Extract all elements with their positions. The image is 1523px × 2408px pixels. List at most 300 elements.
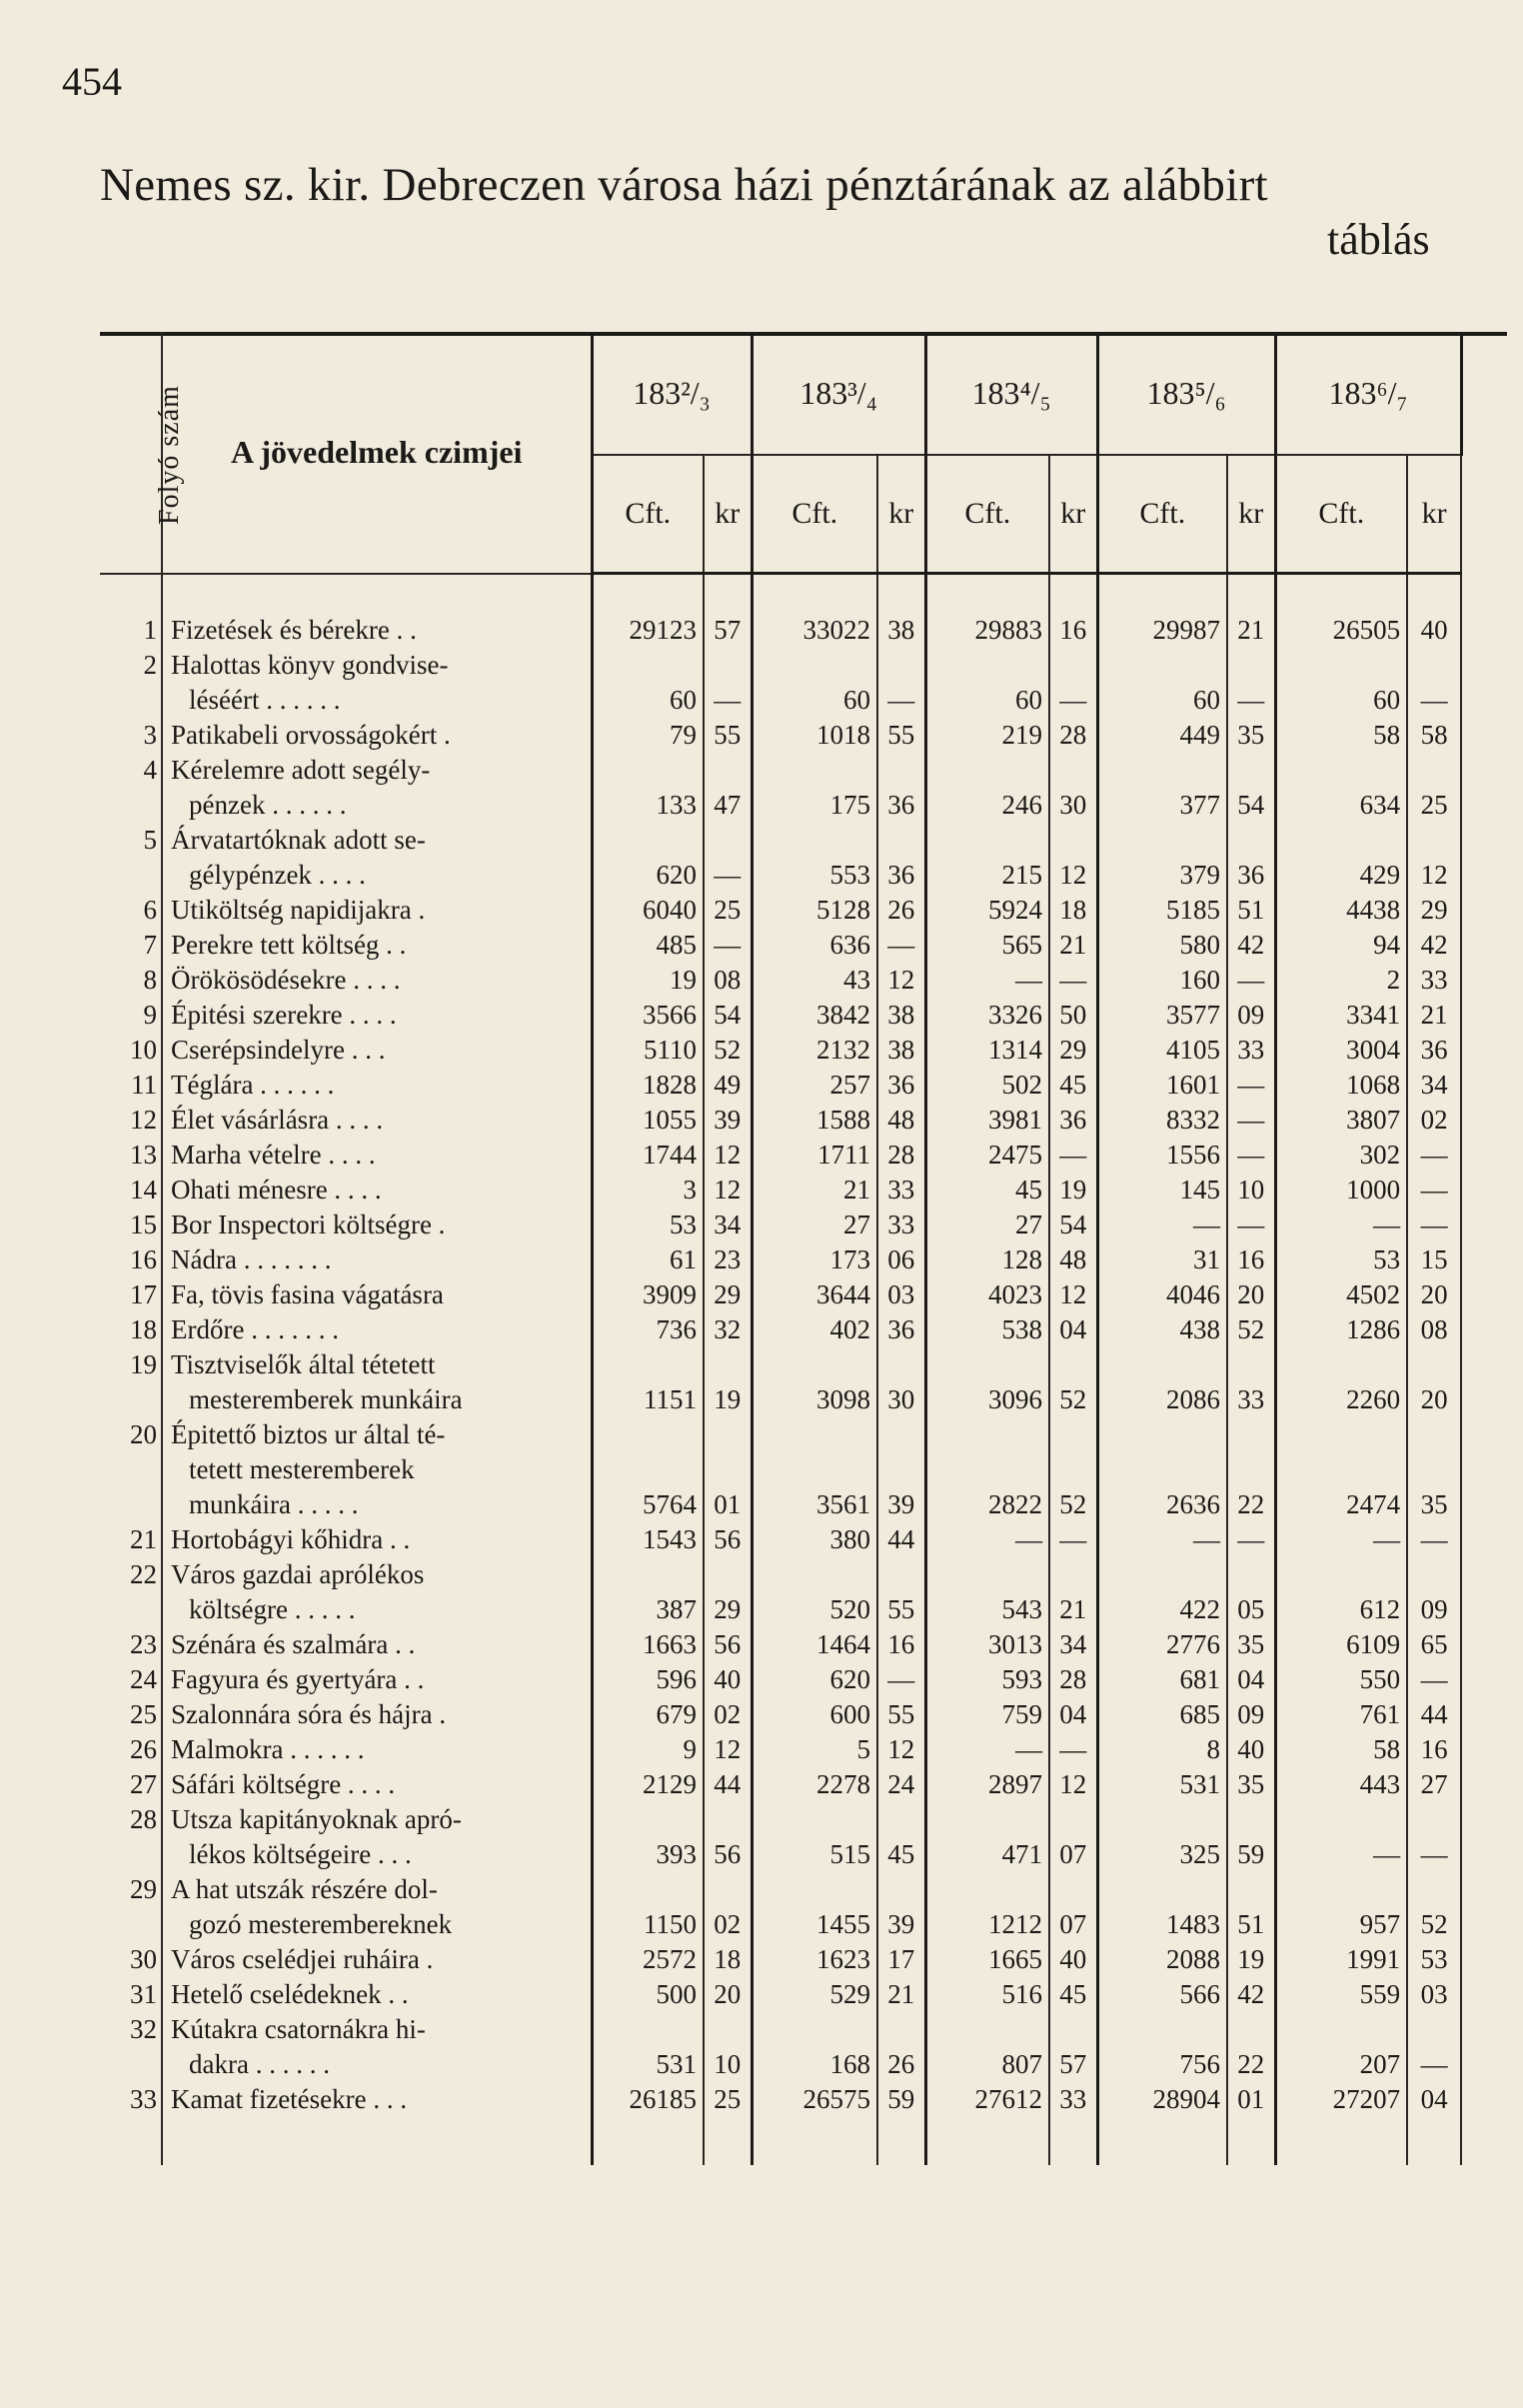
kr-value: — [1049, 1732, 1097, 1767]
cft-value: 4046 [1097, 1277, 1227, 1312]
cft-value: 449 [1097, 718, 1227, 753]
cft-value: 2572 [592, 1942, 704, 1977]
kr-value: 16 [1049, 574, 1097, 649]
kr-value: — [1407, 648, 1461, 718]
cft-value: 5924 [925, 893, 1049, 928]
table-row [100, 1103, 1461, 1138]
table-row [100, 574, 1461, 649]
cft-value: 553 [752, 823, 877, 893]
cft-value: 2129 [592, 1767, 704, 1802]
cft-value: 3326 [925, 998, 1049, 1033]
kr-value: 59 [1227, 1802, 1275, 1872]
kr-value: 52 [1049, 1417, 1097, 1522]
income-title-line: Kamat fizetésekre . . . [171, 2084, 408, 2114]
kr-value: 04 [1049, 1312, 1097, 1347]
cft-value: 1483 [1097, 1872, 1227, 1942]
cft-value: 1588 [752, 1103, 877, 1138]
income-title-line: mesteremberek munkáira [189, 1384, 463, 1414]
cft-value: 1314 [925, 1033, 1049, 1068]
cft-value: 27 [752, 1207, 877, 1242]
table-row [100, 1977, 1461, 2012]
table-row [100, 1802, 1461, 1872]
kr-value: 35 [1227, 1767, 1275, 1802]
row-number: 24 [100, 1662, 162, 1697]
kr-value: 28 [877, 1138, 925, 1173]
row-number: 19 [100, 1347, 162, 1417]
kr-value: 44 [877, 1522, 925, 1557]
kr-value: — [877, 648, 925, 718]
row-number: 2 [100, 648, 162, 718]
row-number: 23 [100, 1627, 162, 1662]
cft-value: 2086 [1097, 1347, 1227, 1417]
kr-value: 29 [1049, 1033, 1097, 1068]
income-title-cell [162, 1522, 592, 1557]
cft-value: 1556 [1097, 1138, 1227, 1173]
year-header: 183⁴/₅ [925, 332, 1097, 455]
cft-value: 3 [592, 1173, 704, 1207]
page-subtitle: táblás [1327, 215, 1430, 264]
table-row [100, 2012, 1461, 2082]
kr-value: 03 [877, 1277, 925, 1312]
income-title-cell [162, 1417, 592, 1522]
kr-value: 19 [704, 1347, 752, 1417]
cft-value: — [925, 963, 1049, 998]
cft-value: 58 [1275, 1732, 1407, 1767]
kr-value: 44 [1407, 1697, 1461, 1732]
table-row [100, 1312, 1461, 1347]
cft-value: 1665 [925, 1942, 1049, 1977]
kr-value: 47 [704, 753, 752, 823]
cft-value: 2260 [1275, 1347, 1407, 1417]
year-header: 183²/₃ [592, 332, 752, 455]
cft-value: 3098 [752, 1347, 877, 1417]
cft-value: 60 [1275, 648, 1407, 718]
row-number: 27 [100, 1767, 162, 1802]
cft-value: 61 [592, 1242, 704, 1277]
cft-value: 636 [752, 928, 877, 963]
row-number: 7 [100, 928, 162, 963]
income-title-line: A hat utszák részére dol- [171, 1874, 438, 1904]
kr-value: 16 [1407, 1732, 1461, 1767]
cft-value: 4023 [925, 1277, 1049, 1312]
kr-value: 34 [1049, 1627, 1097, 1662]
row-number: 5 [100, 823, 162, 893]
row-number: 20 [100, 1417, 162, 1522]
income-title-cell [162, 1103, 592, 1138]
income-title-line: Malmokra . . . . . . [171, 1734, 365, 1764]
income-title-cell [162, 574, 592, 649]
income-title-cell [162, 1068, 592, 1103]
kr-value: 26 [877, 893, 925, 928]
cft-value: 128 [925, 1242, 1049, 1277]
cft-value: 515 [752, 1802, 877, 1872]
kr-value: 04 [1407, 2082, 1461, 2165]
cft-value: — [925, 1522, 1049, 1557]
income-title-cell [162, 1033, 592, 1068]
cft-value: 6109 [1275, 1627, 1407, 1662]
income-title-cell [162, 1697, 592, 1732]
year-header: 183³/₄ [752, 332, 925, 455]
income-title-cell [162, 823, 592, 893]
row-number: 9 [100, 998, 162, 1033]
cft-value: — [1275, 1802, 1407, 1872]
income-title-cell [162, 963, 592, 998]
kr-value: 02 [704, 1872, 752, 1942]
row-number: 17 [100, 1277, 162, 1312]
cft-value: 1000 [1275, 1173, 1407, 1207]
income-title-line: Tisztviselők által tétetett [171, 1349, 436, 1379]
row-number: 15 [100, 1207, 162, 1242]
cft-value: 1711 [752, 1138, 877, 1173]
kr-value: 27 [1407, 1767, 1461, 1802]
kr-value: 16 [1227, 1242, 1275, 1277]
kr-value: 05 [1227, 1557, 1275, 1627]
cft-value: 53 [1275, 1242, 1407, 1277]
cft-value: 620 [592, 823, 704, 893]
income-title-cell [162, 753, 592, 823]
table-row [100, 893, 1461, 928]
cft-value: 756 [1097, 2012, 1227, 2082]
kr-value: — [1407, 1522, 1461, 1557]
cft-value: 3577 [1097, 998, 1227, 1033]
row-number: 22 [100, 1557, 162, 1627]
table-row [100, 1138, 1461, 1173]
kr-value: 22 [1227, 1417, 1275, 1522]
kr-value: 06 [877, 1242, 925, 1277]
cft-value: 736 [592, 1312, 704, 1347]
income-title-line: Árvatartóknak adott se- [171, 825, 426, 855]
kr-value: — [1227, 1103, 1275, 1138]
cft-value: 173 [752, 1242, 877, 1277]
table-row [100, 1627, 1461, 1662]
income-title-line: Kérelemre adott segély- [171, 755, 431, 785]
income-title-line: költségre . . . . . [189, 1594, 356, 1624]
cft-value: 28904 [1097, 2082, 1227, 2165]
income-title-cell [162, 1173, 592, 1207]
table-row [100, 1417, 1461, 1522]
cft-value: 1991 [1275, 1942, 1407, 1977]
table-row [100, 753, 1461, 823]
kr-value: 29 [704, 1277, 752, 1312]
cft-value: 3341 [1275, 998, 1407, 1033]
income-title-line: gélypénzek . . . . [189, 860, 366, 890]
kr-value: 20 [1227, 1277, 1275, 1312]
row-number: 4 [100, 753, 162, 823]
cft-value: 387 [592, 1557, 704, 1627]
income-title-line: Épitettő biztos ur által té- [171, 1419, 446, 1449]
row-number: 16 [100, 1242, 162, 1277]
income-title-line: Erdőre . . . . . . . [171, 1314, 339, 1344]
cft-value: 3981 [925, 1103, 1049, 1138]
cft-value: 5110 [592, 1033, 704, 1068]
kr-header: kr [1407, 455, 1461, 574]
cft-value: 246 [925, 753, 1049, 823]
cft-header: Cft. [1275, 455, 1407, 574]
kr-value: 39 [877, 1872, 925, 1942]
cft-value: 2132 [752, 1033, 877, 1068]
kr-value: — [704, 823, 752, 893]
kr-value: 55 [877, 1697, 925, 1732]
cft-value: 8 [1097, 1732, 1227, 1767]
cft-value: 27 [925, 1207, 1049, 1242]
kr-value: 18 [1049, 893, 1097, 928]
income-title-cell [162, 1802, 592, 1872]
kr-value: 12 [1049, 823, 1097, 893]
cft-value: — [1097, 1522, 1227, 1557]
row-number: 10 [100, 1033, 162, 1068]
table-row [100, 1662, 1461, 1697]
table-row [100, 1207, 1461, 1242]
kr-value: 54 [1049, 1207, 1097, 1242]
income-title-cell [162, 1242, 592, 1277]
cft-value: 3566 [592, 998, 704, 1033]
kr-value: 33 [1227, 1347, 1275, 1417]
kr-value: 44 [704, 1767, 752, 1802]
cft-value: 422 [1097, 1557, 1227, 1627]
cft-value: 60 [925, 648, 1049, 718]
kr-value: 57 [704, 574, 752, 649]
table-row [100, 1872, 1461, 1942]
cft-value: 94 [1275, 928, 1407, 963]
cft-value: 1543 [592, 1522, 704, 1557]
cft-value: 485 [592, 928, 704, 963]
kr-value: 51 [1227, 1872, 1275, 1942]
kr-value: 45 [1049, 1977, 1097, 2012]
cft-value: 566 [1097, 1977, 1227, 2012]
cft-value: 60 [1097, 648, 1227, 718]
table-row [100, 1942, 1461, 1977]
income-title-line: Szénára és szalmára . . [171, 1629, 416, 1659]
income-title-line: Bor Inspectori költségre . [171, 1209, 446, 1239]
cft-value: 58 [1275, 718, 1407, 753]
cft-value: 681 [1097, 1662, 1227, 1697]
kr-value: 42 [1227, 1977, 1275, 2012]
income-title-line: Utiköltség napidijakra . [171, 895, 426, 925]
kr-value: 12 [1049, 1767, 1097, 1802]
cft-value: 1601 [1097, 1068, 1227, 1103]
cft-value: 3807 [1275, 1103, 1407, 1138]
income-title-cell [162, 928, 592, 963]
income-title-line: Nádra . . . . . . . [171, 1244, 332, 1274]
kr-value: 39 [877, 1417, 925, 1522]
cft-value: 3013 [925, 1627, 1049, 1662]
kr-value: 49 [704, 1068, 752, 1103]
kr-value: 12 [1407, 823, 1461, 893]
cft-value: 531 [592, 2012, 704, 2082]
cft-value: 1464 [752, 1627, 877, 1662]
income-title-cell [162, 1872, 592, 1942]
kr-value: 38 [877, 998, 925, 1033]
cft-value: 3004 [1275, 1033, 1407, 1068]
income-title-cell [162, 893, 592, 928]
row-number: 11 [100, 1068, 162, 1103]
kr-value: 33 [1407, 963, 1461, 998]
kr-value: 04 [1227, 1662, 1275, 1697]
cft-value: 807 [925, 2012, 1049, 2082]
kr-value: 04 [1049, 1697, 1097, 1732]
year-header-row [100, 332, 1461, 455]
kr-value: 12 [704, 1173, 752, 1207]
cft-value: 1151 [592, 1347, 704, 1417]
kr-value: 09 [1227, 998, 1275, 1033]
cft-value: 520 [752, 1557, 877, 1627]
cft-value: 538 [925, 1312, 1049, 1347]
kr-value: 56 [704, 1802, 752, 1872]
income-title-line: Örökösödésekre . . . . [171, 965, 401, 995]
cft-value: 5 [752, 1732, 877, 1767]
income-title-line: Fagyura és gyertyára . . [171, 1664, 425, 1694]
income-title-line: Halottas könyv gondvise- [171, 650, 449, 680]
page-number: 454 [62, 59, 122, 104]
row-number: 26 [100, 1732, 162, 1767]
table-row [100, 963, 1461, 998]
income-title-cell [162, 1347, 592, 1417]
kr-value: 34 [704, 1207, 752, 1242]
kr-value: 36 [877, 1312, 925, 1347]
income-title-cell [162, 1312, 592, 1347]
cft-value: 5128 [752, 893, 877, 928]
income-title-line: Fa, tövis fasina vágatásra [171, 1279, 444, 1309]
kr-value: 19 [1227, 1942, 1275, 1977]
kr-value: — [1227, 963, 1275, 998]
cft-value: 19 [592, 963, 704, 998]
table-row [100, 1068, 1461, 1103]
kr-value: 30 [1049, 753, 1097, 823]
table-row [100, 718, 1461, 753]
kr-value: 21 [877, 1977, 925, 2012]
kr-value: 01 [1227, 2082, 1275, 2165]
income-title-cell [162, 1662, 592, 1697]
kr-value: — [1407, 1662, 1461, 1697]
kr-value: 25 [704, 893, 752, 928]
kr-value: 21 [1407, 998, 1461, 1033]
cft-value: 600 [752, 1697, 877, 1732]
cft-value: 402 [752, 1312, 877, 1347]
kr-value: 38 [877, 574, 925, 649]
cft-value: 27207 [1275, 2082, 1407, 2165]
kr-value: 40 [1227, 1732, 1275, 1767]
kr-value: 39 [704, 1103, 752, 1138]
kr-value: 10 [704, 2012, 752, 2082]
table-row [100, 1522, 1461, 1557]
kr-value: 08 [704, 963, 752, 998]
kr-header: kr [877, 455, 925, 574]
kr-value: 36 [877, 1068, 925, 1103]
income-title-cell [162, 1627, 592, 1662]
row-number: 12 [100, 1103, 162, 1138]
year-header: 183⁵/₆ [1097, 332, 1275, 455]
kr-value: 42 [1227, 928, 1275, 963]
cft-value: 1150 [592, 1872, 704, 1942]
income-title-line: Utsza kapitányoknak apró- [171, 1804, 462, 1834]
kr-value: 33 [1227, 1033, 1275, 1068]
kr-value: 57 [1049, 2012, 1097, 2082]
table-row [100, 998, 1461, 1033]
row-number: 32 [100, 2012, 162, 2082]
kr-value: — [1227, 1068, 1275, 1103]
table-row [100, 1347, 1461, 1417]
income-title-line: Hetelő cselédeknek . . [171, 1979, 409, 2009]
cft-value: 26505 [1275, 574, 1407, 649]
cft-value: 531 [1097, 1767, 1227, 1802]
kr-value: 56 [704, 1627, 752, 1662]
cft-value: 2636 [1097, 1417, 1227, 1522]
income-title-cell [162, 2082, 592, 2165]
cft-value: 379 [1097, 823, 1227, 893]
income-title-line: pénzek . . . . . . [189, 790, 347, 820]
kr-value: 12 [704, 1138, 752, 1173]
kr-value: 48 [1049, 1242, 1097, 1277]
cft-value: 133 [592, 753, 704, 823]
kr-value: 21 [1227, 574, 1275, 649]
kr-value: 16 [877, 1627, 925, 1662]
cft-value: 593 [925, 1662, 1049, 1697]
kr-value: 20 [1407, 1347, 1461, 1417]
cft-value: 3909 [592, 1277, 704, 1312]
kr-value: 35 [1227, 1627, 1275, 1662]
kr-value: 52 [1227, 1312, 1275, 1347]
kr-value: 19 [1049, 1173, 1097, 1207]
income-title-line: Marha vételre . . . . [171, 1140, 376, 1170]
kr-header: kr [704, 455, 752, 574]
cft-value: 429 [1275, 823, 1407, 893]
table-row [100, 1033, 1461, 1068]
kr-value: 58 [1407, 718, 1461, 753]
kr-value: 12 [877, 963, 925, 998]
table-row [100, 2082, 1461, 2165]
kr-value: — [1227, 1207, 1275, 1242]
cft-value: 9 [592, 1732, 704, 1767]
kr-value: 28 [1049, 718, 1097, 753]
kr-value: 03 [1407, 1977, 1461, 2012]
kr-value: 38 [877, 1033, 925, 1068]
cft-value: 516 [925, 1977, 1049, 2012]
kr-value: — [1407, 1802, 1461, 1872]
kr-value: — [1049, 963, 1097, 998]
income-title-cell [162, 1732, 592, 1767]
cft-value: 1212 [925, 1872, 1049, 1942]
cft-value: 559 [1275, 1977, 1407, 2012]
income-title-line: Kútakra csatornákra hi- [171, 2014, 426, 2044]
kr-value: 02 [704, 1697, 752, 1732]
kr-value: 50 [1049, 998, 1097, 1033]
cft-value: 380 [752, 1522, 877, 1557]
cft-value: 175 [752, 753, 877, 823]
income-title-line: Cserépsindelyre . . . [171, 1035, 386, 1065]
cft-value: 60 [752, 648, 877, 718]
kr-value: — [1227, 648, 1275, 718]
cft-value: 377 [1097, 753, 1227, 823]
kr-value: 12 [1049, 1277, 1097, 1312]
cft-value: 3842 [752, 998, 877, 1033]
kr-value: 35 [1227, 718, 1275, 753]
income-title-line: Téglára . . . . . . [171, 1070, 335, 1100]
income-title-line: Város gazdai aprólékos [171, 1559, 425, 1589]
row-number: 18 [100, 1312, 162, 1347]
cft-value: — [1097, 1207, 1227, 1242]
cft-value: 620 [752, 1662, 877, 1697]
kr-value: 52 [704, 1033, 752, 1068]
cft-value: 219 [925, 718, 1049, 753]
cft-value: 60 [592, 648, 704, 718]
kr-value: 40 [704, 1662, 752, 1697]
income-title-line: dakra . . . . . . [189, 2049, 330, 2079]
row-number: 6 [100, 893, 162, 928]
cft-value: — [1275, 1522, 1407, 1557]
kr-value: 33 [877, 1207, 925, 1242]
cft-value: 2278 [752, 1767, 877, 1802]
kr-value: 45 [1049, 1068, 1097, 1103]
